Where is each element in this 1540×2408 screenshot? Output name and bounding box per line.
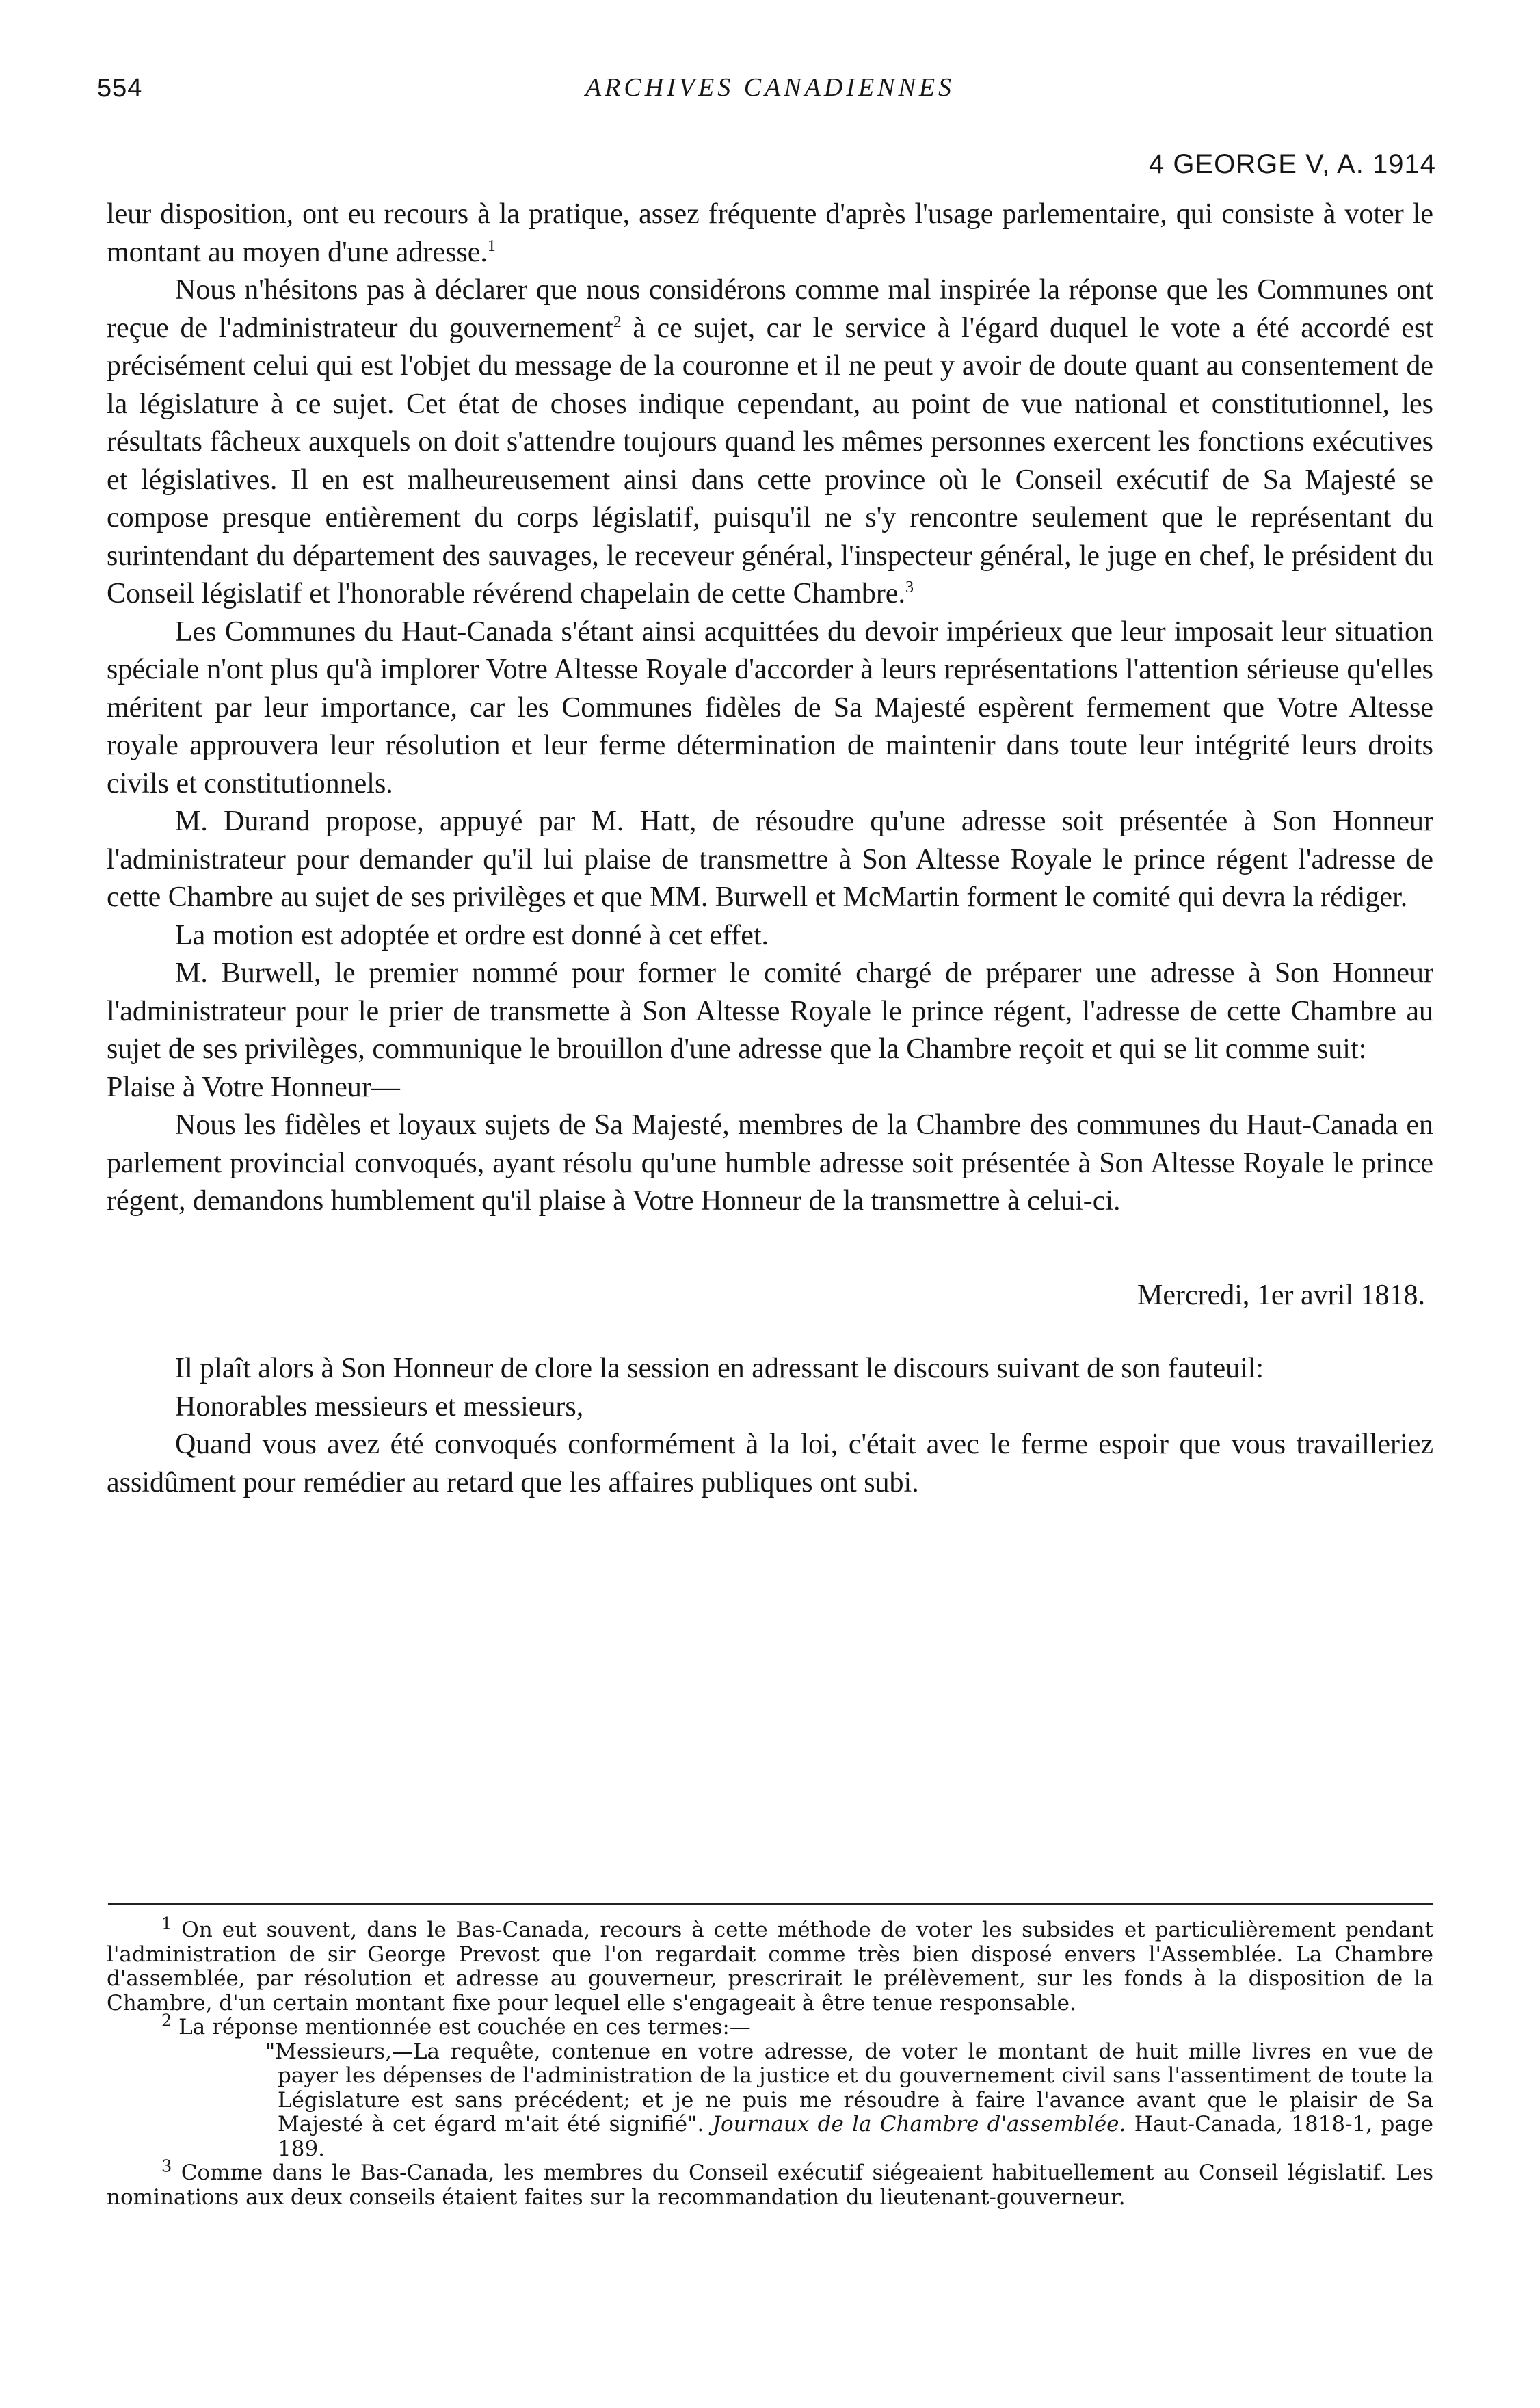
paragraph-text: à ce sujet, car le service à l'égard duquel le vote a été accordé est précisément celui qui est l'objet du message de la couronne et il ne peut y avoir de doute quant au consentement de la législature à ce sujet. Cet état de choses indique cependant, au point de vue national et constitutionnel, les résultats fâcheux auxquels on doit s'attendre toujours quand les mêmes personnes exercent les fonctions exécutives et législatives. Il en est malheureusement ainsi dans cette province où le Conseil exécutif de Sa Majesté se compose presque entièrement du corps législatif, puisqu'il ne s'y rencontre seulement que le représentant du surintendant du département des sauvages, le receveur général, l'inspecteur général, le juge en chef, le président du Conseil législatif et l'honorable révérend chapelain de cette Chambre. (107, 312, 1433, 609)
footnote-ref: 1 (487, 237, 496, 255)
footnote-source-ref: Haut-Canada, 1818-1, page 189. (278, 2112, 1433, 2161)
paragraph: Quand vous avez été convoqués conformément à la loi, c'était avec le ferme espoir que vous travailleriez assidûment pour remédier au retard que les affaires publiques ont subi. (107, 1429, 1433, 1498)
paragraph: Les Communes du Haut-Canada s'étant ainsi acquittées du devoir impérieux que leur imposait leur situation spéciale n'ont plus qu'à implorer Votre Altesse Royale d'accorder à leurs représentations l'attention sérieuse qu'elles méritent par leur importance, car les Communes fidèles de Sa Majesté espèrent fermement que Votre Altesse royale approuvera leur résolution et leur ferme détermination de maintenir dans toute leur intégrité leurs droits civils et constitutionnels. (107, 616, 1433, 799)
footnote-quote-text: "Messieurs,—La requête, contenue en votre adresse, de voter le montant de huit mille livres en vue de payer les dépenses de l'administration de la justice et du gouvernement civil sans l'assentiment de toute la Législature est sans précédent; et je ne puis me résoudre à faire l'avance avant que le plaisir de Sa Majesté à cet égard m'ait été signifié". (265, 2039, 1433, 2136)
footnote-text: La réponse mentionnée est couchée en ces termes:— (178, 2015, 751, 2039)
footnote-text: Comme dans le Bas-Canada, les membres du Conseil exécutif siégeaient habituellement au Conseil législatif. Les nominations aux deux conseils étaient faites sur la recommandation du lieutenant-gouverneur. (107, 2160, 1433, 2210)
footnote (107, 1914, 1433, 2015)
paragraph-text: leur disposition, ont eu recours à la pratique, assez fréquente d'après l'usage parlementaire, qui consiste à voter le montant au moyen d'une adresse. (107, 198, 1433, 268)
paragraph: M. Durand propose, appuyé par M. Hatt, de résoudre qu'une adresse soit présentée à Son Honneur l'administrateur pour demander qu'il lui plaise de transmettre à Son Altesse Royale le prince régent l'adresse de cette Chambre au sujet de ses privilèges et que MM. Burwell et McMartin forment le comité qui devra la rédiger. (107, 806, 1433, 913)
footnote-source: Journaux de la Chambre d'assemblée. (712, 2112, 1126, 2136)
salutation: Plaise à Votre Honneur— (107, 1071, 400, 1103)
paragraph (107, 272, 1433, 613)
page-number: 554 (97, 74, 143, 103)
body-text (107, 196, 1433, 1502)
footnote-divider (108, 1903, 1433, 1905)
footnote-ref: 2 (613, 313, 622, 331)
paragraph (107, 196, 1433, 272)
footnote-mark: 1 (161, 1914, 172, 1933)
running-title: ARCHIVES CANADIENNES (585, 73, 955, 102)
footnote-ref: 3 (905, 579, 914, 596)
paragraph: Il plaît alors à Son Honneur de clore la session en adressant le discours suivant de son fauteuil: (175, 1353, 1264, 1384)
session-reference: 4 GEORGE V, A. 1914 (1149, 149, 1436, 179)
dateline: Mercredi, 1er avril 1818. (1137, 1279, 1425, 1311)
paragraph: La motion est adoptée et ordre est donné à cet effet. (175, 919, 769, 951)
footnote-mark: 3 (161, 2156, 172, 2176)
paragraph: Honorables messieurs et messieurs, (175, 1390, 584, 1423)
paragraph: M. Burwell, le premier nommé pour former le comité chargé de préparer une adresse à Son Honneur l'administrateur pour le prier de transmette à Son Altesse Royale le prince régent, l'adresse de cette Chambre au sujet de ses privilèges, communique le brouillon d'une adresse que la Chambre reçoit et qui se lit comme suit: (107, 957, 1433, 1065)
paragraph-text: Nous n'hésitons pas à déclarer que nous considérons comme mal inspirée la réponse que les Communes ont reçue de l'administrateur du gouvernement (107, 274, 1433, 344)
footnote-mark: 2 (161, 2011, 172, 2030)
footnote-quote (107, 2040, 1433, 2162)
footnote (107, 2156, 1433, 2210)
paragraph: Nous les fidèles et loyaux sujets de Sa Majesté, membres de la Chambre des communes du Haut-Canada en parlement provincial convoqués, ayant résolu qu'une humble adresse soit présentée à Son Altesse Royale le prince régent, demandons humblement qu'il plaise à Votre Honneur de la transmettre à celui-ci. (107, 1109, 1433, 1217)
footnote (107, 2011, 1433, 2040)
footnotes (107, 1914, 1433, 2210)
footnote-text: On eut souvent, dans le Bas-Canada, recours à cette méthode de voter les subsides et particulièrement pendant l'administration de sir George Prevost que l'on regardait comme très bien disposé envers l'Assemblée. La Chambre d'assemblée, par résolution et adresse au gouverneur, prescrirait le prélèvement, sur les fonds à la disposition de la Chambre, d'un certain montant fixe pour lequel elle s'engageait à être tenue responsable. (107, 1918, 1433, 2015)
